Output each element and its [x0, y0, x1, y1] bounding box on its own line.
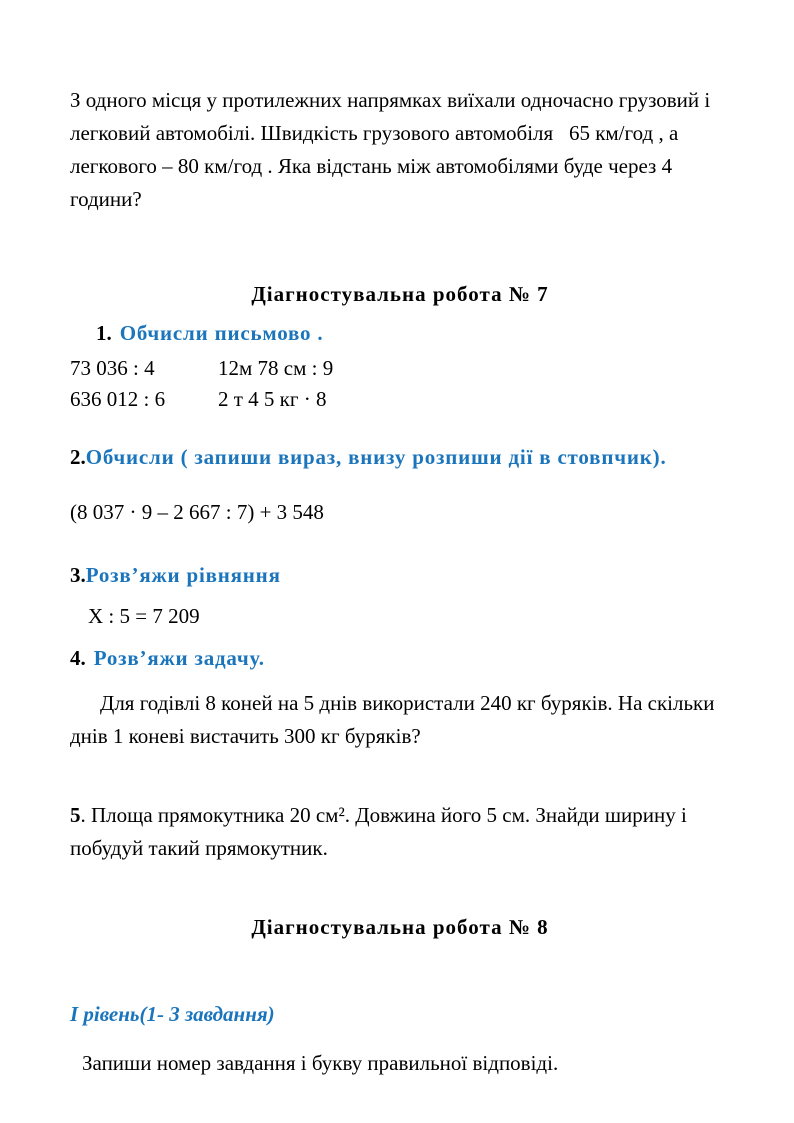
- calc-cell: 12м 78 см : 9: [218, 356, 334, 380]
- task4-problem-text: Для годівлі 8 коней на 5 днів використали 240 кг буряків. На скільки днів 1 коневі вистачить 300 кг буряків?: [70, 691, 720, 748]
- task3-number: 3.: [70, 563, 86, 587]
- work7-title: Діагностувальна робота № 7: [251, 282, 549, 306]
- task3-equation: Х : 5 = 7 209: [88, 604, 200, 628]
- task5-number: 5: [70, 803, 81, 827]
- task5-problem-text: [70, 799, 730, 865]
- task5-text: . Площа прямокутника 20 см². Довжина його 5 см. Знайди ширину і побудуй такий прямокутник.: [70, 803, 693, 860]
- task1-label: Обчисли письмово .: [119, 321, 324, 345]
- task4-number: 4.: [70, 646, 86, 670]
- task1-heading: [70, 317, 730, 350]
- task3-label: Розв’яжи рівняння: [85, 563, 281, 587]
- calc-row: [70, 353, 730, 384]
- calc-cell: 636 012 : 6: [70, 387, 166, 411]
- task1-exercise-grid: [70, 353, 730, 415]
- work8-level-heading: І рівень(1- 3 завдання): [70, 1002, 275, 1026]
- work8-title: Діагностувальна робота № 8: [251, 915, 549, 939]
- task2-label: Обчисли ( запиши вираз, внизу розпиши дії в стовпчик).: [85, 445, 667, 469]
- task4-label: Розв’яжи задачу.: [93, 646, 265, 670]
- intro-problem-paragraph: З одного місця у протилежних напрямках виїхали одночасно грузовий і легковий автомобілі. Швидкість грузового автомобіля 65 км/год , а легкового – 80 км/год . Яка відстань між автомобілями буде через 4 години?: [70, 88, 716, 211]
- calc-cell: 73 036 : 4: [70, 356, 155, 380]
- work8-instruction: Запиши номер завдання і букву правильної відповіді.: [82, 1051, 559, 1075]
- calc-cell: 2 т 4 5 кг · 8: [218, 387, 327, 411]
- task2-expression: (8 037 · 9 – 2 667 : 7) + 3 548: [70, 500, 324, 524]
- task1-number: 1.: [96, 321, 112, 345]
- task2-number: 2.: [70, 445, 86, 469]
- calc-row: [70, 384, 730, 415]
- task4-heading: [70, 642, 730, 675]
- task2-heading: [70, 441, 730, 474]
- task3-heading: [70, 559, 730, 592]
